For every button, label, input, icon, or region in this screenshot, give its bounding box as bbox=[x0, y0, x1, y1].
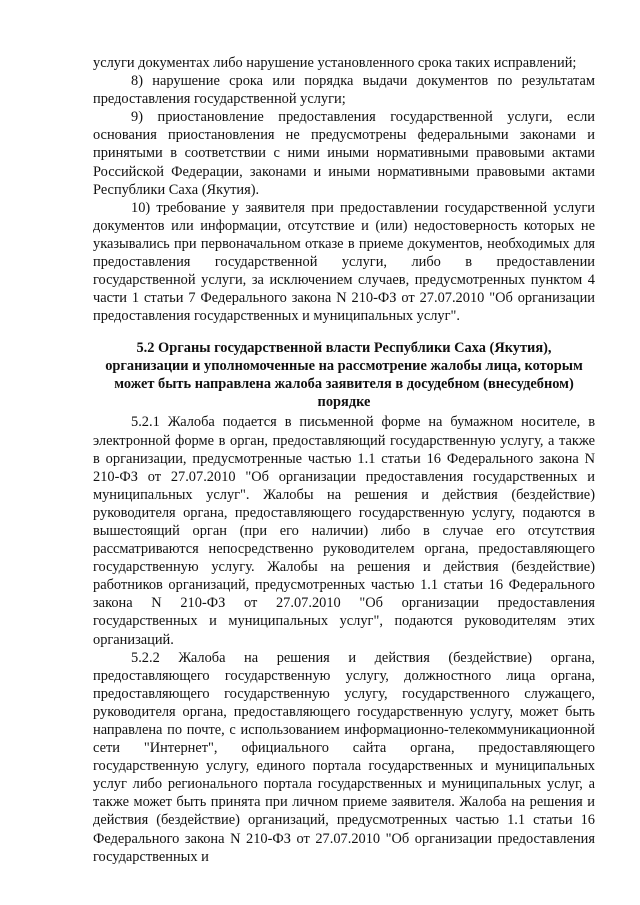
paragraph-item-9: 9) приостановление предоставления государственной услуги, если основания приостановления не предусмотрены федеральными законами и принятыми в соответствии с ними иными нормативными правовыми актами Российской Федерации, законами и иными нормативными правовыми актами Республики Саха (Якутия). bbox=[93, 109, 595, 198]
paragraph-5-2-1: 5.2.1 Жалоба подается в письменной форме на бумажном носителе, в электронной форме в орган, предоставляющий государственную услугу, а также в организации, предусмотренные частью 1.1 статьи 16 Федерального закона N 210-ФЗ от 27.07.2010 "Об организации предоставления государственных и муниципальных услуг". Жалобы на решения и действия (бездействие) руководителя органа, предоставляющего государственную услугу, подаются в вышестоящий орган (при его наличии) либо в случае его отсутствия рассматриваются непосредственно руководителем органа, предоставляющего государственную услугу. Жалобы на решения и действия (бездействие) работников организаций, предусмотренных частью 1.1 статьи 16 Федерального закона N 210-ФЗ от 27.07.2010 "Об организации предоставления государственных и муниципальных услуг", подаются руководителям этих организаций. bbox=[93, 414, 595, 648]
paragraph-5-2-2: 5.2.2 Жалоба на решения и действия (бездействие) органа, предоставляющего государственную услугу, должностного лица органа, предоставляющего государственную услугу, государственного служащего, руководителя органа, предоставляющего государственную услугу, может быть направлена по почте, с использованием информационно-телекоммуникационной сети "Интернет", официального сайта органа, предоставляющего государственную услугу, единого портала государственных и муниципальных услуг либо регионального портала государственных и муниципальных услуг, а также может быть принята при личном приеме заявителя. Жалоба на решения и действия (бездействие) организаций, предусмотренных частью 1.1 статьи 16 Федерального закона N 210-ФЗ от 27.07.2010 "Об организации предоставления государственных и bbox=[93, 649, 595, 865]
section-heading: 5.2 Органы государственной власти Республики Саха (Якутия), организации и уполномоченные на рассмотрение жалобы лица, которым может быть направлена жалоба заявителя в досудебном (внесудебном) порядке bbox=[105, 340, 583, 411]
document-page bbox=[93, 54, 595, 866]
paragraph-continuation: услуги документах либо нарушение установленного срока таких исправлений; bbox=[93, 55, 577, 71]
paragraph-item-10: 10) требование у заявителя при предоставлении государственной услуги документов или информации, отсутствие и (или) недостоверность которых не указывались при первоначальном отказе в приеме документов, необходимых для предоставления государственной услуги, либо в предоставлении государственной услуги, за исключением случаев, предусмотренных пунктом 4 части 1 статьи 7 Федерального закона N 210-ФЗ от 27.07.2010 "Об организации предоставления государственных и муниципальных услуг". bbox=[93, 199, 595, 325]
paragraph-item-8: 8) нарушение срока или порядка выдачи документов по результатам предоставления государственной услуги; bbox=[93, 73, 595, 108]
